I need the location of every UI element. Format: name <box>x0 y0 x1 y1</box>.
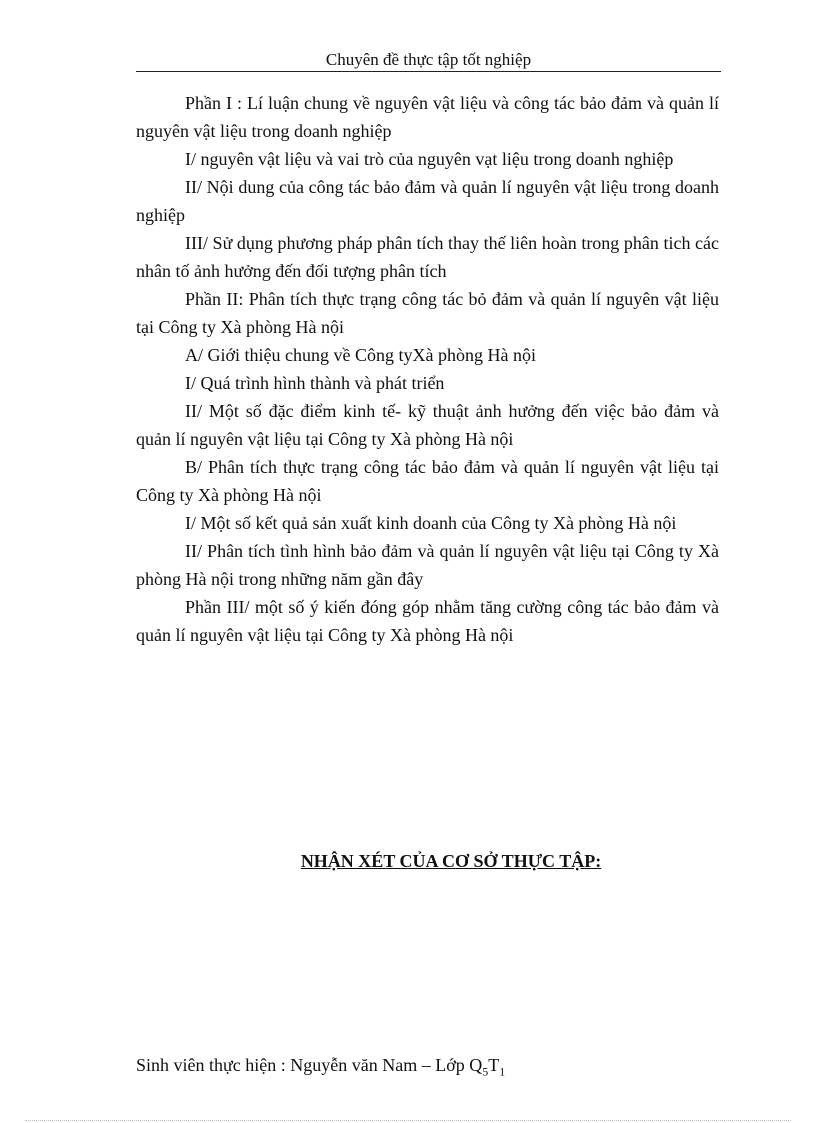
outline-item: II/ Phân tích tình hình bảo đảm và quản lí nguyên vật liệu tại Công ty Xà phòng Hà nội trong những năm gần đây <box>136 541 719 589</box>
outline-item: I/ Một số kết quả sản xuất kinh doanh của Công ty Xà phòng Hà nội <box>185 513 677 533</box>
outline-item: Phần II: Phân tích thực trạng công tác bỏ đảm và quản lí nguyên vật liệu tại Công ty Xà phòng Hà nội <box>136 289 719 337</box>
class-subscript-2: 1 <box>499 1064 506 1079</box>
outline-item: B/ Phân tích thực trạng công tác bảo đảm và quản lí nguyên vật liệu tại Công ty Xà phòng Hà nội <box>136 457 719 505</box>
document-header-title: Chuyên đề thực tập tốt nghiệp <box>325 50 532 69</box>
outline-item: II/ Nội dung của công tác bảo đảm và quản lí nguyên vật liệu trong doanh nghiệp <box>136 177 719 225</box>
page-bottom-border <box>25 1120 791 1121</box>
outline-body <box>136 89 719 649</box>
signature-label: Sinh viên thực hiện : Nguyễn văn Nam – Lớp Q <box>136 1055 483 1075</box>
class-letter: T <box>488 1055 500 1075</box>
review-heading: NHẬN XÉT CỦA CƠ SỞ THỰC TẬP: <box>300 851 602 871</box>
outline-item: I/ nguyên vật liệu và vai trò của nguyên vạt liệu trong doanh nghiệp <box>185 149 674 169</box>
class-subscript-1: 5 <box>482 1064 489 1079</box>
outline-item: Phần III/ một số ý kiến đóng góp nhằm tăng cường công tác bảo đảm và quản lí nguyên vật liệu tại Công ty Xà phòng Hà nội <box>136 597 719 645</box>
outline-item: Phần I : Lí luận chung về nguyên vật liệu và công tác bảo đảm và quản lí nguyên vật liệu trong doanh nghiệp <box>136 93 719 141</box>
outline-item: III/ Sử dụng phương pháp phân tích thay thế liên hoàn trong phân tich các nhân tố ảnh hưởng đến đối tượng phân tích <box>136 233 719 281</box>
outline-item: A/ Giới thiệu chung về Công tyXà phòng Hà nội <box>185 345 536 365</box>
student-signature-line <box>136 1053 505 1077</box>
outline-item: II/ Một số đặc điểm kinh tế- kỹ thuật ảnh hưởng đến việc bảo đảm và quản lí nguyên vật liệu tại Công ty Xà phòng Hà nội <box>136 401 719 449</box>
header-divider <box>136 71 721 72</box>
outline-item: I/ Quá trình hình thành và phát triển <box>185 373 445 393</box>
